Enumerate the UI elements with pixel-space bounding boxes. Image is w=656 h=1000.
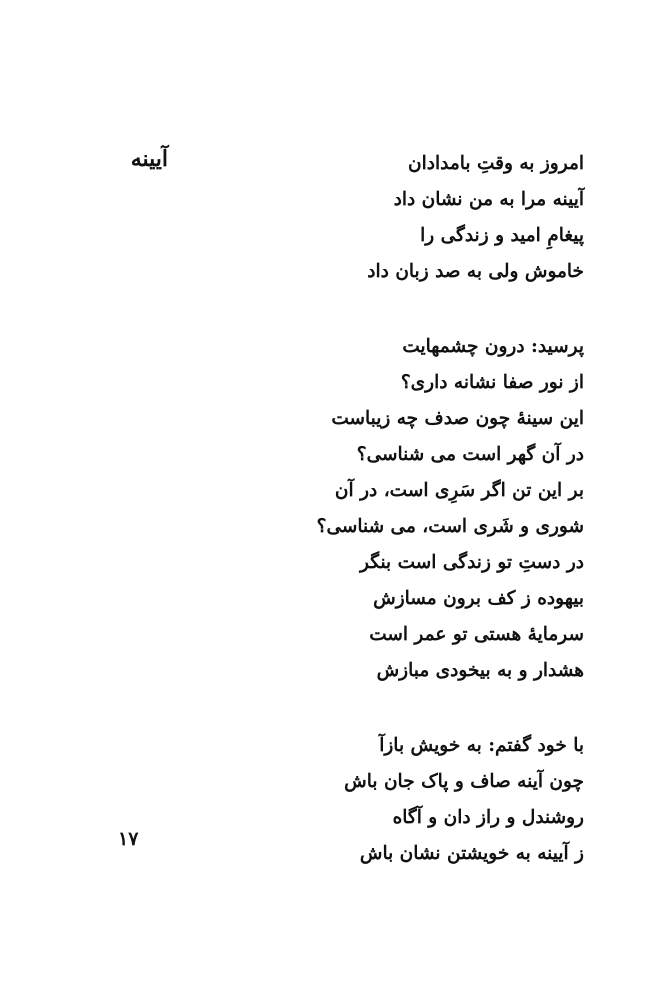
poem-line: چون آینه صاف و پاک جان باش: [344, 771, 584, 792]
poem-line: از نور صفا نشانه داری؟: [400, 372, 584, 393]
poem-line: در آن گهر است می شناسی؟: [356, 444, 584, 465]
poem-line: آیینه مرا به من نشان داد: [393, 189, 584, 210]
poem-line: بر این تن اگر سَرِی است، در آن: [334, 480, 584, 501]
poem-line: بیهوده ز کف برون مسازش: [373, 588, 584, 609]
poem-body: [184, 146, 584, 872]
poem-line: پرسید: درون چشمهایت: [402, 336, 584, 357]
poem-line: هشدار و به بیخودی مبازش: [376, 660, 584, 681]
poem-line: روشندل و راز دان و آگاه: [392, 807, 584, 828]
poem-line: در دستِ تو زندگی است بنگر: [360, 552, 584, 573]
page-number: ۱۷: [118, 828, 139, 850]
poem-line: شوری و شَری است، می شناسی؟: [316, 516, 584, 537]
stanza-1: [184, 146, 584, 290]
stanza-3: [184, 728, 584, 872]
poem-line: با خود گفتم: به خویش بازآ: [379, 735, 584, 756]
poem-title: آیینه: [130, 146, 168, 172]
poem-line: خاموش ولی به صد زبان داد: [367, 261, 584, 282]
poem-line: این سینهٔ چون صدف چه زیباست: [331, 408, 584, 429]
poem-line: امروز به وقتِ بامدادان: [408, 153, 584, 174]
poem-line: سرمایهٔ هستی تو عمر است: [369, 624, 584, 645]
poem-line: ز آیینه به خویشتن نشان باش: [359, 843, 584, 864]
stanza-2: [184, 329, 584, 689]
poem-line: پیغامِ امید و زندگی را: [420, 225, 584, 246]
